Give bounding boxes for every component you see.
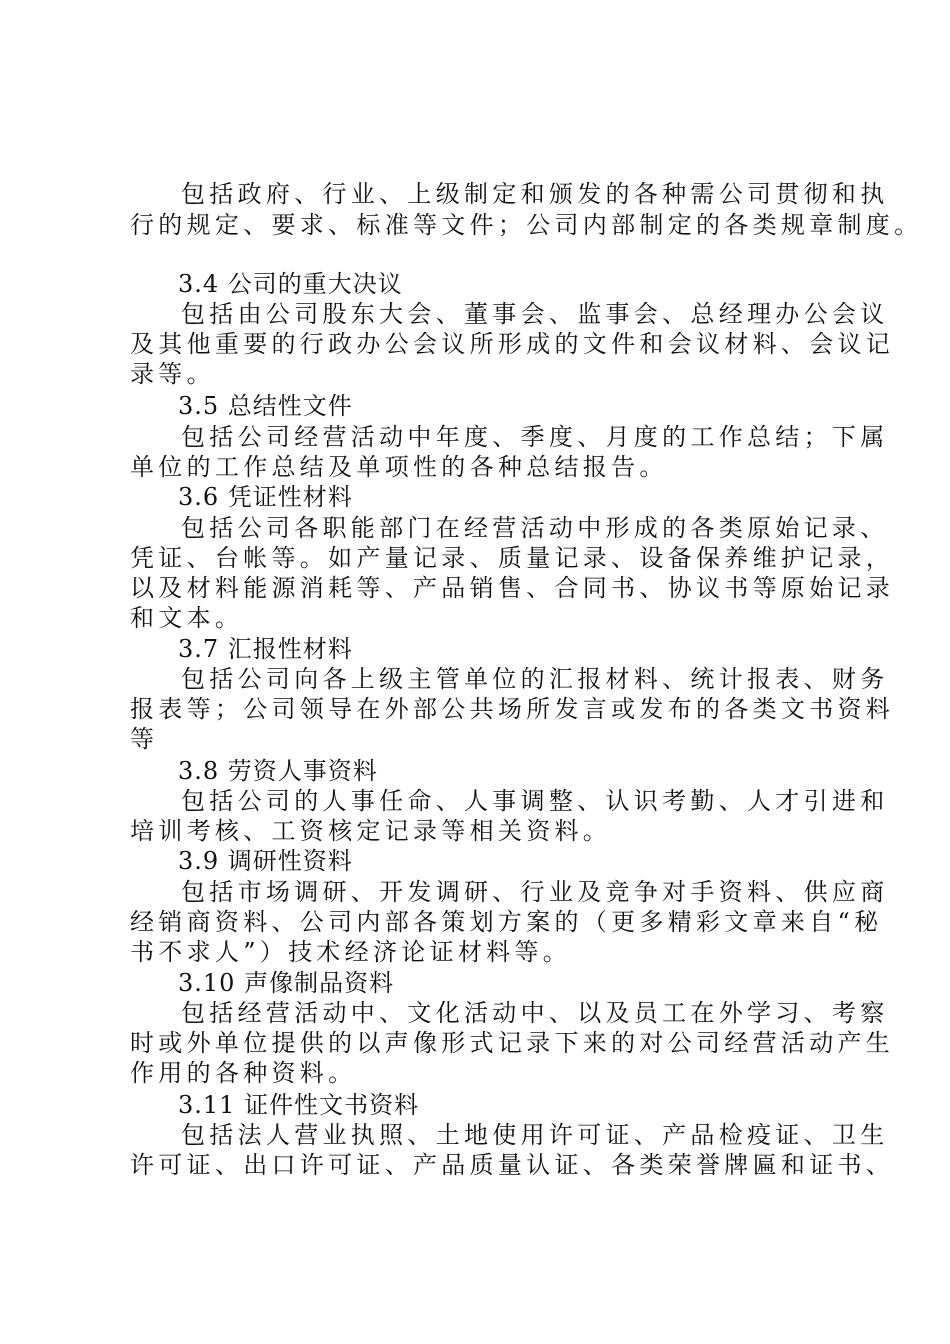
paragraph-line: 单位的工作总结及单项性的各种总结报告。: [130, 453, 668, 481]
section-heading: 3.10 声像制品资料: [178, 969, 395, 997]
paragraph-line: 包括公司向各上级主管单位的汇报材料、统计报表、财务: [181, 665, 889, 693]
paragraph-line: 书不求人”）技术经济论证材料等。: [130, 938, 572, 966]
paragraph-line: 包括由公司股东大会、董事会、监事会、总经理办公会议: [181, 300, 889, 328]
section-heading: 3.5 总结性文件: [178, 392, 353, 420]
paragraph-line: 培训考核、工资核定记录等相关资料。: [130, 817, 612, 845]
paragraph-line: 包括经营活动中、文化活动中、以及员工在外学习、考察: [181, 999, 889, 1027]
paragraph-line: 以及材料能源消耗等、产品销售、合同书、协议书等原始记录: [130, 574, 895, 602]
paragraph-line: 包括公司经营活动中年度、季度、月度的工作总结；下属: [181, 423, 889, 451]
paragraph-line: 包括公司各职能部门在经营活动中形成的各类原始记录、: [181, 514, 889, 542]
section-heading: 3.8 劳资人事资料: [178, 757, 378, 785]
paragraph-line: 许可证、出口许可证、产品质量认证、各类荣誉牌匾和证书、: [130, 1151, 895, 1179]
paragraph-line: 经销商资料、公司内部各策划方案的（更多精彩文章来自“秘: [130, 908, 883, 936]
paragraph-line: 包括市场调研、开发调研、行业及竞争对手资料、供应商: [181, 878, 889, 906]
paragraph-line: 报表等；公司领导在外部公共场所发言或发布的各类文书资料: [130, 695, 895, 723]
section-heading: 3.9 调研性资料: [178, 847, 353, 875]
paragraph-line: 行的规定、要求、标准等文件；公司内部制定的各类规章制度。: [130, 211, 923, 239]
paragraph-line: 包括法人营业执照、土地使用许可证、产品检疫证、卫生: [181, 1121, 889, 1149]
paragraph-line: 和文本。: [130, 604, 244, 632]
paragraph-line: 作用的各种资料。: [130, 1059, 357, 1087]
paragraph-line: 凭证、台帐等。如产量记录、质量记录、设备保养维护记录，: [130, 544, 895, 572]
paragraph-line: 录等。: [130, 360, 215, 388]
section-heading: 3.7 汇报性材料: [178, 635, 353, 663]
paragraph-line: 等: [130, 725, 159, 753]
section-heading: 3.11 证件性文书资料: [178, 1091, 420, 1119]
paragraph-line: 包括公司的人事任命、人事调整、认识考勤、人才引进和: [181, 787, 889, 815]
paragraph-line: 及其他重要的行政办公会议所形成的文件和会议材料、会议记: [130, 330, 895, 358]
section-heading: 3.4 公司的重大决议: [178, 270, 403, 298]
paragraph-line: 包括政府、行业、上级制定和颁发的各种需公司贯彻和执: [181, 180, 889, 208]
section-heading: 3.6 凭证性材料: [178, 483, 353, 511]
paragraph-line: 时或外单位提供的以声像形式记录下来的对公司经营活动产生: [130, 1029, 895, 1057]
